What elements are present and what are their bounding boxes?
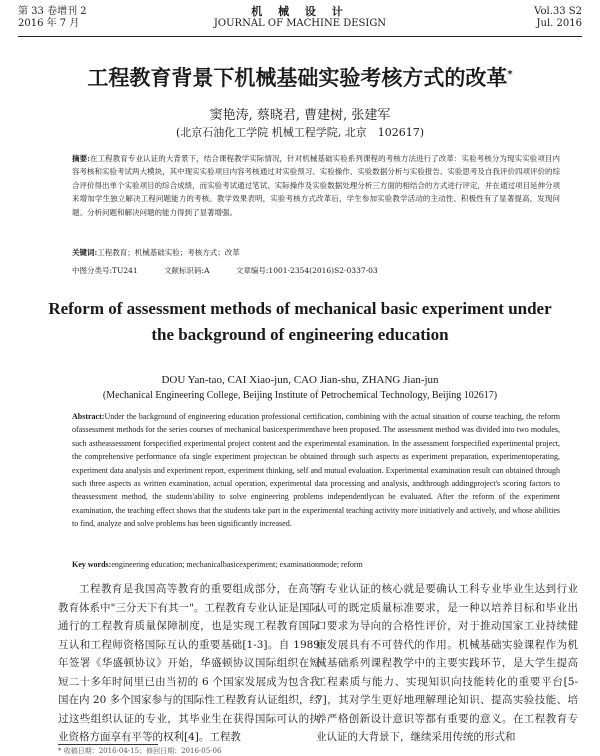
article-number: 文章编号:1001-2354(2016)S2-0337-03 xyxy=(235,266,378,275)
header-date-en: Jul. 2016 xyxy=(536,18,582,29)
body-column-left: 工程教育是我国高等教育的重要组成部分，在高等教育体系中"三分天下有其一"。工程教育专业认证是国际通行的工程教育质量保障制度，也是实现工程教育国际互认和工程师资格国际互认的重要基础[1-3]。自 1989 年签署《华盛顿协议》开始，华盛顿协议国际组织在短短二十多年时间里已由当初的 6 个国家发展成为包含我国在内 20 多个国家参与的国际性工程教育认证组织，经过这些组织认证的专业，其毕业生在获得国际可认的执业资格方面享有平等的权利[4]。工程教 xyxy=(58,583,320,743)
abstract-cn xyxy=(72,152,560,219)
header-volume-issue: 第 33 卷增刊 2 xyxy=(18,6,87,17)
keywords-cn xyxy=(72,247,560,258)
title-cn-text: 工程教育背景下机械基础实验考核方式的改革 xyxy=(87,66,508,90)
header-divider xyxy=(18,36,582,37)
header-volume-en xyxy=(534,6,582,30)
abstract-en xyxy=(72,410,560,531)
title-en-line1: Reform of assessment methods of mechanical basic experiment under xyxy=(48,299,552,318)
keywords-cn-text: 工程教育；机械基础实验；考核方式；改革 xyxy=(97,248,240,257)
title-footnote-mark: * xyxy=(507,69,513,80)
footnote-divider xyxy=(58,744,158,745)
classification-line xyxy=(72,265,560,276)
authors-en: DOU Yan-tao, CAI Xiao-jun, CAO Jian-shu, ZHANG Jian-jun xyxy=(161,374,439,386)
affiliation-en: (Mechanical Engineering College, Beijing Institute of Petrochemical Technology, Beijing 102617) xyxy=(102,390,498,401)
keywords-cn-label: 关键词: xyxy=(72,248,98,257)
abstract-en-text: Under the background of engineering education professional certification, combining with the actual situation of course teaching, the reform ofassessment methods for the series courses of mechanical basicexperimenthave been proposed. The assessment method was divided into two modules, such astheassessment forspecified experimental project content and the experimental examination. In the assessment forspecified experimental project, the comprehensive performance ofa single experiment projectcan be obtained through such aspects as experiment preparation, experimentoperating, experiment data analysis and experiment report, experiment thinking, self and mutual evaluation. Experimental examination result can obtained through such three aspects as written examination, actual operation, experimental data processing and analysis, andthrough addingproject's scoring factors to theassessment method, the students'ability to solve engineering problems independentlycan be evaluated. After the reform of the experiment examination, the teaching effect shows that the students take part in the experimental teaching activity more initiatively and actively, and whose abilities to find, analyze and solve problems has been significantly increased. xyxy=(72,412,560,529)
keywords-en-text: engineering education; mechanicalbasicexperiment; examinationmode; reform xyxy=(111,560,363,569)
title-cn xyxy=(0,62,600,92)
keywords-en-label: Key words: xyxy=(72,560,112,569)
affiliation-cn: (北京石油化工学院 机械工程学院, 北京 102617) xyxy=(175,126,425,139)
clc-number: 中图分类号:TU241 xyxy=(72,266,138,275)
header-vol-en: Vol.33 S2 xyxy=(534,6,582,17)
journal-name-en: JOURNAL OF MACHINE DESIGN xyxy=(213,18,387,29)
title-en-line2: the background of engineering education xyxy=(151,325,449,344)
header-date: 2016 年 7 月 xyxy=(18,18,80,29)
body-column-right: 育专业认证的核心就是要确认工科专业毕业生达到行业认可的既定质量标准要求，是一种以培养目标和毕业出口要求为导向的合格性评价，对于推动国家工业持续健康发展具有不可替代的作用。机械基础实验课程作为机械基础系列课程教学中的主要实践环节，是大学生提高工程素质与能力、实现知识向技能转化的重要平台[5-7]，其对学生更好地理解理论知识、提高实验技能、培养严格创新设计意识等都有重要的意义。在工程教育专业认证的大背景下，继续采用传统的形式和 xyxy=(316,583,578,743)
journal-name-cn: 机 械 设 计 xyxy=(251,5,349,18)
authors-cn: 窦艳涛, 蔡晓君, 曹建树, 张建军 xyxy=(209,108,391,123)
running-header xyxy=(18,6,582,36)
document-code: 文献标识码:A xyxy=(164,266,210,275)
keywords-en xyxy=(72,560,560,569)
title-en xyxy=(30,296,570,348)
header-journal xyxy=(18,6,582,30)
abstract-cn-text: 在工程教育专业认证的大背景下，结合课程教学实际情况，针对机械基础实验系列课程的考核方法进行了改革：实验考核分为现实实验项目内容考核和实验考试两大模块，其中现实实验项目内容考核通过对实验预习、实验操作、实验数据分析与实验报告、实验思考及自我评价四项评价的综合评价得出单个实验项目的综合成绩，而实验考试通过笔试、实际操作及实验数据处理分析三方面的相结合的方式进行评定，并在通过项目延伸分项来增加学生独立解决工程问题能力的考核。教学效果表明，实验考核方式改革后，学生参加实验教学活动的主动性、积极性有了显著提高，发现问题、分析问题和解决问题的能力得到了显著增强。 xyxy=(72,154,560,217)
abstract-cn-label: 摘要: xyxy=(72,154,90,163)
footnote: * 收稿日期：2016-04-15；修回日期：2016-05-06 xyxy=(58,747,222,755)
abstract-en-label: Abstract: xyxy=(72,412,105,421)
